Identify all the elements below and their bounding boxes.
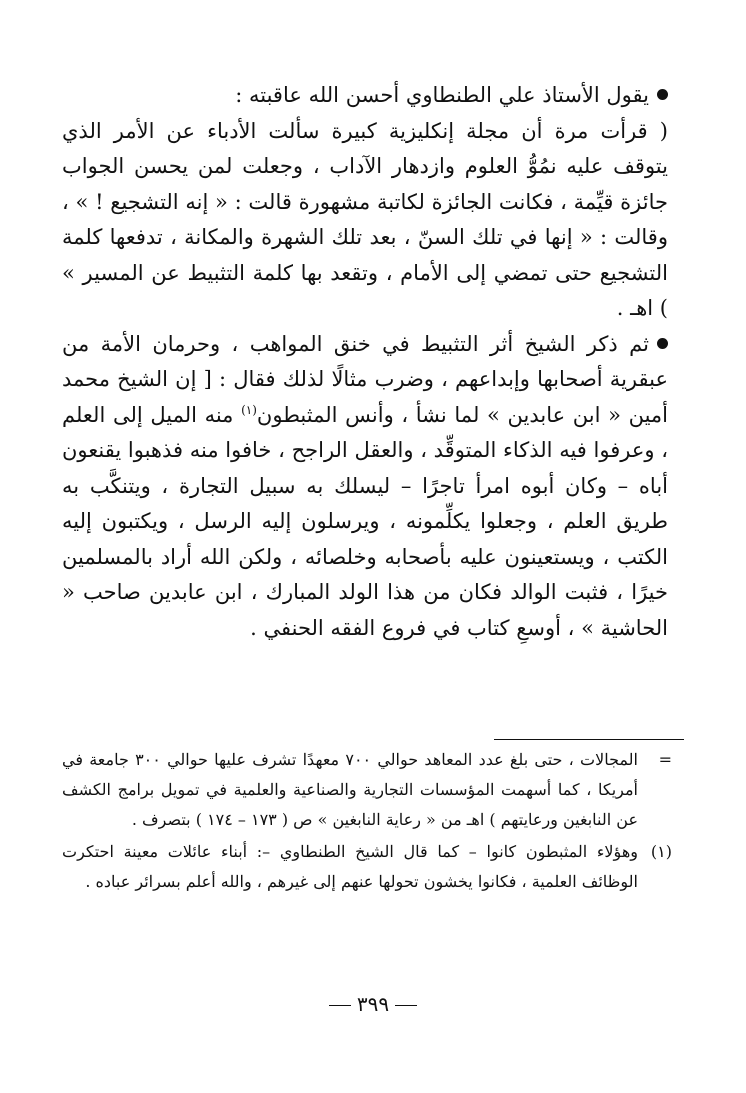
bullet-icon [657,89,668,100]
footnotes [62,745,672,897]
bullet-icon [657,338,668,349]
footnote-marker: (١) [650,842,672,861]
footnote-1 [62,837,672,897]
page-number-dash [395,1005,417,1006]
footnote-reference: (١) [241,402,257,417]
page-number-value: ٣٩٩ [356,992,390,1016]
page-number-dash [329,1005,351,1006]
paragraph-2: ( قرأت مرة أن مجلة إنكليزية كبيرة سألت الأدباء عن الأمر الذي يتوقف عليه نمُوُّ العلوم وازدهار الآداب ، وجعلت لمن يحسن الجواب جائزة قيِّمة ، فكانت الجائزة لكاتبة مشهورة قالت : « إنه التشجيع ! » ، وقالت : « إنها في تلك السنّ ، بعد تلك الشهرة والمكانة ، تدفعها كلمة التشجيع حتى تمضي إلى الأمام ، وتقعد بها كلمة التثبيط عن المسير » ) اهـ . [62,118,668,320]
page-number [0,992,746,1016]
footnote-text: وهؤلاء المثبطون كانوا – كما قال الشيخ الطنطاوي –: أبناء عائلات معينة احتكرت الوظائف العلمية ، فكانوا يخشون تحولها عنهم إلى غيرهم ، والله أعلم بسرائر عباده . [62,842,638,891]
footnote-text: المجالات ، حتى بلغ عدد المعاهد حوالي ٧٠٠ معهدًا تشرف عليها حوالي ٣٠٠ جامعة في أمريكا ، كما أسهمت المؤسسات التجارية والصناعية والعلمية في تمويل برامج الكشف عن النابغين ورعايتهم ) اهـ من « رعاية النابغين » ص ( ١٧٣ – ١٧٤ ) بتصرف . [62,750,639,829]
page-body [62,78,668,646]
footnote-marker: = [658,750,672,769]
footnote-continued [62,745,672,835]
paragraph-3-text-a: ثم ذكر الشيخ أثر التثبيط في خنق المواهب ، وحرمان الأمة من عبقرية أصحابها وإبداعهم ، وضرب مثالًا لذلك فقال : [ إن الشيخ محمد أمين « ابن عابدين » لما نشأ ، وأنس المثبطون [62,331,668,427]
footnote-divider [494,739,684,740]
paragraph-1-text: يقول الأستاذ علي الطنطاوي أحسن الله عاقبته : [235,83,649,107]
paragraph-3 [62,327,668,647]
paragraph-1 [62,78,668,114]
paragraph-3-text-b: منه الميل إلى العلم ، وعرفوا فيه الذكاء المتوقِّد ، والعقل الراجح ، خافوا منه فذهبوا يقنعون أباه – وكان أبوه امرأ تاجرًا – ليسلك به سبيل التجارة ، ويتنكَّب به طريق العلم ، وجعلوا يكلِّمونه ، ويرسلون إليه الرسل ، ويكتبون إليه الكتب ، ويستعينون عليه بأصحابه وخلصائه ، ولكن الله أراد بالمسلمين خيرًا ، فثبت الوالد فكان من هذا الولد المبارك ، ابن عابدين صاحب « الحاشية » ، أوسعِ كتاب في فروع الفقه الحنفي . [62,402,668,640]
main-text [62,78,668,646]
